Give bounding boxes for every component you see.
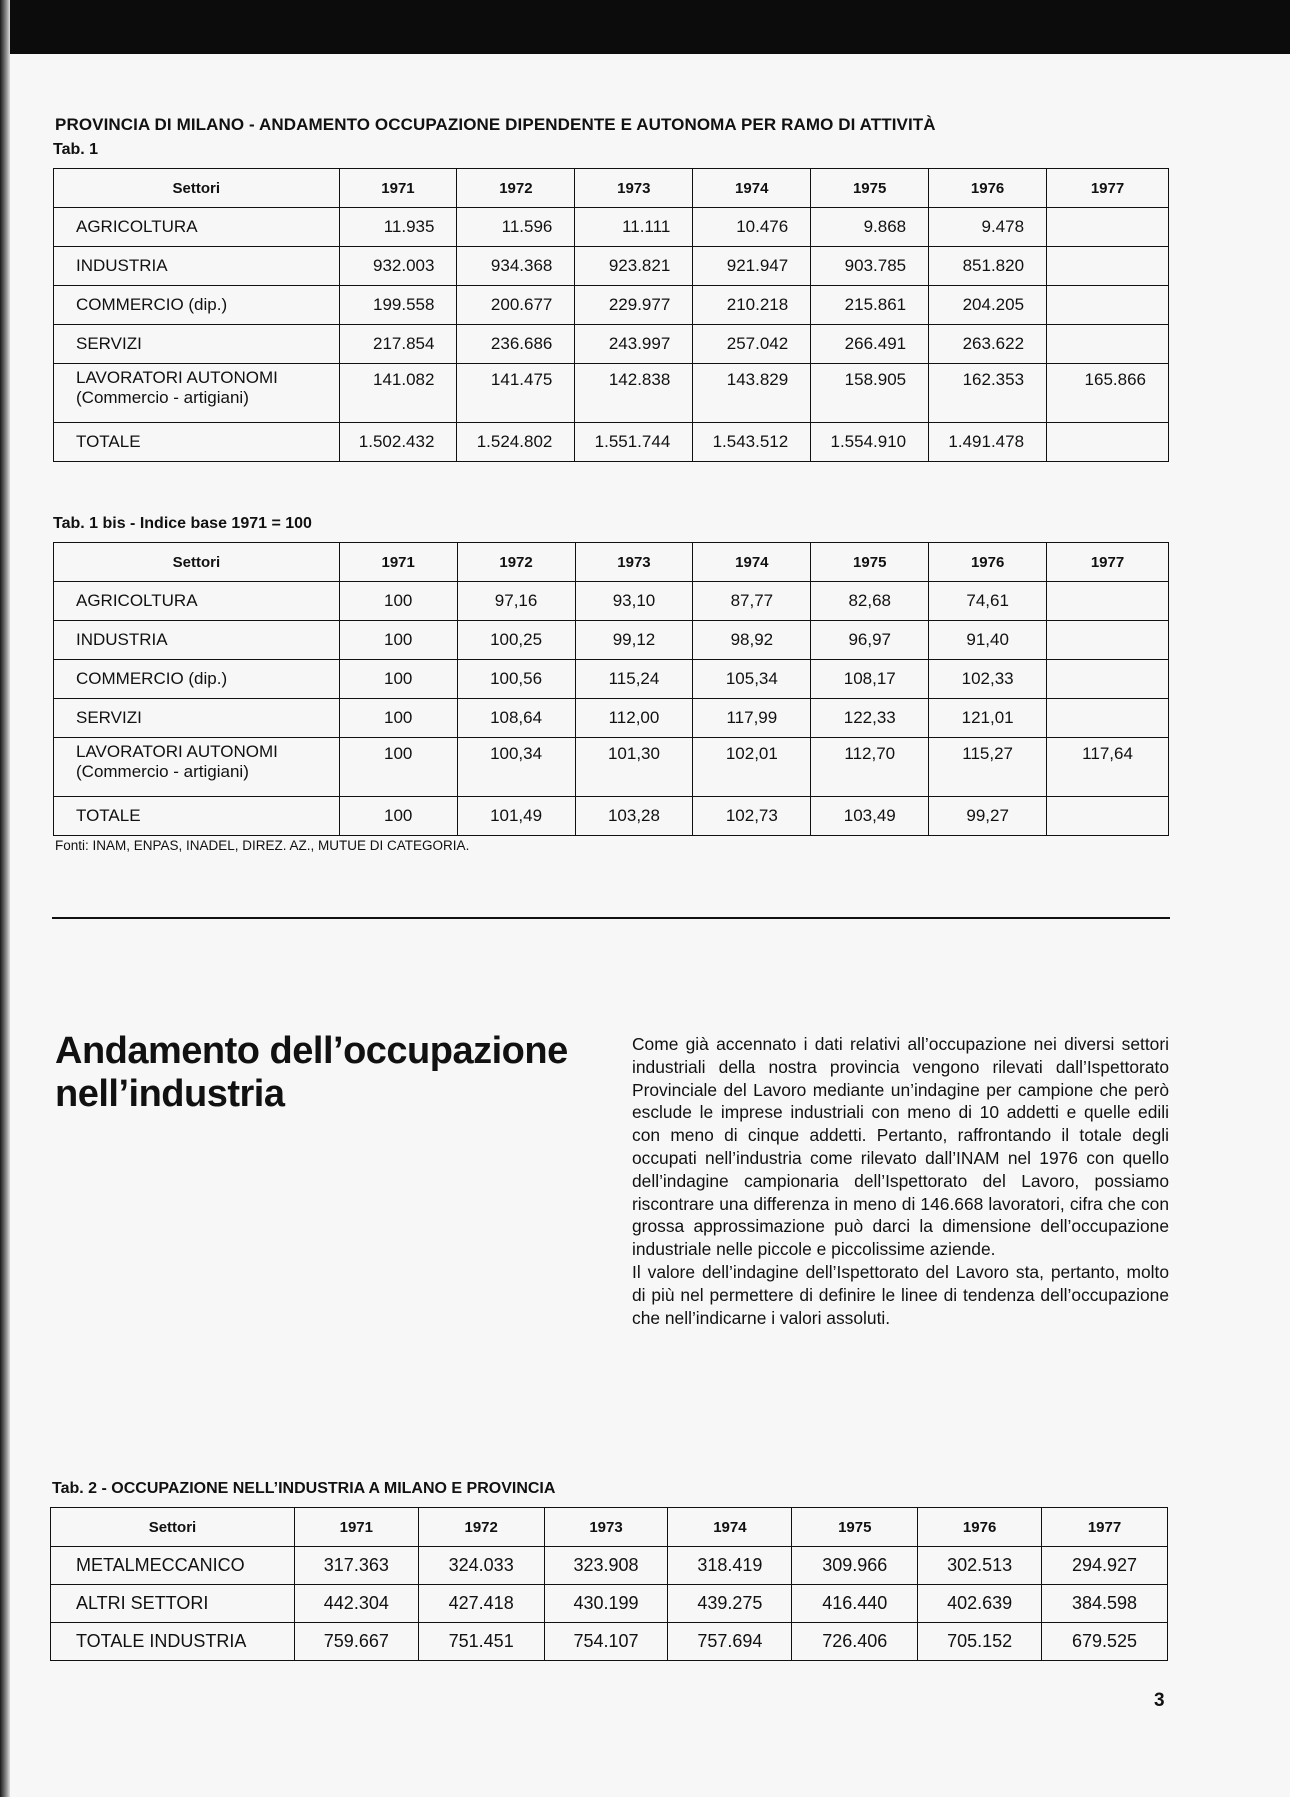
table-cell: 9.478 (929, 208, 1047, 247)
tab1-table (53, 168, 1169, 462)
document-title: PROVINCIA DI MILANO - ANDAMENTO OCCUPAZIONE DIPENDENTE E AUTONOMA PER RAMO DI ATTIVITÀ (55, 115, 936, 134)
table-row (54, 621, 1169, 660)
table-row-total (54, 423, 1169, 462)
table-cell: 11.111 (575, 208, 693, 247)
table-cell: 442.304 (294, 1585, 418, 1623)
table-row-total (51, 1623, 1168, 1661)
table-cell: 257.042 (693, 325, 811, 364)
row-label: TOTALE (54, 797, 340, 836)
table-row (51, 1585, 1168, 1623)
table-cell: 243.997 (575, 325, 693, 364)
column-header: 1975 (792, 1508, 918, 1547)
table-cell (1047, 621, 1169, 660)
table-cell: 115,24 (575, 660, 693, 699)
column-header: 1976 (918, 1508, 1042, 1547)
table-cell: 317.363 (294, 1547, 418, 1585)
table-cell: 121,01 (929, 699, 1047, 738)
table-cell: 103,49 (811, 797, 929, 836)
table-cell: 9.868 (811, 208, 929, 247)
row-label-line1: LAVORATORI AUTONOMI (76, 368, 278, 387)
article-body (632, 1033, 1169, 1329)
table-cell: 309.966 (792, 1547, 918, 1585)
table-row-total (54, 797, 1169, 836)
table-cell (1047, 660, 1169, 699)
table-cell (1047, 208, 1169, 247)
column-header: 1973 (575, 543, 693, 582)
table-cell: 115,27 (929, 738, 1047, 797)
table-cell: 117,64 (1047, 738, 1169, 797)
tab2-table (50, 1507, 1168, 1661)
table-cell (1047, 247, 1169, 286)
table-cell: 102,01 (693, 738, 811, 797)
table-cell: 158.905 (811, 364, 929, 423)
table-cell: 82,68 (811, 582, 929, 621)
table-cell (1047, 582, 1169, 621)
table-row (54, 699, 1169, 738)
table-cell: 430.199 (544, 1585, 668, 1623)
table-cell: 105,34 (693, 660, 811, 699)
article-heading (55, 1030, 568, 1116)
table-cell: 108,17 (811, 660, 929, 699)
table-cell: 903.785 (811, 247, 929, 286)
row-label: SERVIZI (54, 325, 340, 364)
table-cell: 923.821 (575, 247, 693, 286)
table-cell: 1.524.802 (457, 423, 575, 462)
table-cell: 726.406 (792, 1623, 918, 1661)
table-cell: 439.275 (668, 1585, 792, 1623)
table-cell: 165.866 (1047, 364, 1169, 423)
table-cell: 162.353 (929, 364, 1047, 423)
table-cell: 100,25 (457, 621, 575, 660)
table-cell: 103,28 (575, 797, 693, 836)
table-cell: 74,61 (929, 582, 1047, 621)
column-header: 1973 (575, 169, 693, 208)
table-row (54, 738, 1169, 797)
table-cell: 100 (339, 797, 457, 836)
column-header: 1975 (811, 543, 929, 582)
table-cell: 101,30 (575, 738, 693, 797)
table-cell: 1.543.512 (693, 423, 811, 462)
row-label-line2: (Commercio - artigiani) (76, 762, 249, 781)
column-header: 1971 (339, 169, 457, 208)
scan-left-edge (0, 0, 10, 1797)
table-cell: 199.558 (339, 286, 457, 325)
table-cell: 416.440 (792, 1585, 918, 1623)
row-label: METALMECCANICO (51, 1547, 295, 1585)
column-header: 1977 (1047, 169, 1169, 208)
table-row (54, 247, 1169, 286)
table-cell: 1.491.478 (929, 423, 1047, 462)
column-header: 1971 (294, 1508, 418, 1547)
row-label: TOTALE (54, 423, 340, 462)
column-header: 1977 (1047, 543, 1169, 582)
column-header: 1973 (544, 1508, 668, 1547)
column-header: 1976 (929, 169, 1047, 208)
table-cell: 705.152 (918, 1623, 1042, 1661)
row-label: AGRICOLTURA (54, 208, 340, 247)
column-header: Settori (54, 543, 340, 582)
tab1bis-table (53, 542, 1169, 836)
table-cell: 754.107 (544, 1623, 668, 1661)
table-cell: 141.082 (339, 364, 457, 423)
table-cell: 759.667 (294, 1623, 418, 1661)
table-row (54, 286, 1169, 325)
row-label (54, 738, 340, 797)
table-cell: 141.475 (457, 364, 575, 423)
row-label: ALTRI SETTORI (51, 1585, 295, 1623)
row-label: COMMERCIO (dip.) (54, 660, 340, 699)
table-cell: 427.418 (418, 1585, 544, 1623)
table-row (54, 660, 1169, 699)
table-cell: 142.838 (575, 364, 693, 423)
row-label: AGRICOLTURA (54, 582, 340, 621)
table-cell: 102,33 (929, 660, 1047, 699)
table-cell: 757.694 (668, 1623, 792, 1661)
table-cell: 117,99 (693, 699, 811, 738)
table-cell: 100 (339, 660, 457, 699)
table-cell (1047, 423, 1169, 462)
table-cell: 1.554.910 (811, 423, 929, 462)
table-cell: 93,10 (575, 582, 693, 621)
tab1-label: Tab. 1 (53, 141, 99, 158)
table-cell: 100 (339, 738, 457, 797)
table-cell: 323.908 (544, 1547, 668, 1585)
table-cell: 96,97 (811, 621, 929, 660)
source-note: Fonti: INAM, ENPAS, INADEL, DIREZ. AZ., MUTUE DI CATEGORIA. (55, 838, 470, 853)
table-cell: 402.639 (918, 1585, 1042, 1623)
table-cell: 302.513 (918, 1547, 1042, 1585)
table-cell: 87,77 (693, 582, 811, 621)
row-label-line2: (Commercio - artigiani) (76, 388, 249, 407)
column-header: 1974 (693, 543, 811, 582)
article-heading-line2: nell’industria (55, 1073, 285, 1115)
column-header: 1975 (811, 169, 929, 208)
table-cell: 679.525 (1042, 1623, 1168, 1661)
table-cell: 294.927 (1042, 1547, 1168, 1585)
column-header: 1972 (457, 169, 575, 208)
table-cell: 97,16 (457, 582, 575, 621)
row-label (54, 364, 340, 423)
table-header-row (51, 1508, 1168, 1547)
table-cell: 217.854 (339, 325, 457, 364)
table-row (54, 364, 1169, 423)
table-cell: 112,00 (575, 699, 693, 738)
table-cell: 100,34 (457, 738, 575, 797)
table-cell: 324.033 (418, 1547, 544, 1585)
table-cell: 921.947 (693, 247, 811, 286)
table-cell: 91,40 (929, 621, 1047, 660)
row-label: COMMERCIO (dip.) (54, 286, 340, 325)
table-cell: 100 (339, 699, 457, 738)
table-cell: 384.598 (1042, 1585, 1168, 1623)
table-cell: 100 (339, 621, 457, 660)
table-cell: 100,56 (457, 660, 575, 699)
column-header: 1972 (457, 543, 575, 582)
row-label: TOTALE INDUSTRIA (51, 1623, 295, 1661)
table-cell: 229.977 (575, 286, 693, 325)
table-cell: 751.451 (418, 1623, 544, 1661)
table-cell: 215.861 (811, 286, 929, 325)
table-cell (1047, 286, 1169, 325)
table-cell: 236.686 (457, 325, 575, 364)
row-label-line1: LAVORATORI AUTONOMI (76, 742, 278, 761)
table-cell: 851.820 (929, 247, 1047, 286)
table-cell: 11.596 (457, 208, 575, 247)
table-cell: 100 (339, 582, 457, 621)
table-cell: 10.476 (693, 208, 811, 247)
tab1bis-label: Tab. 1 bis - Indice base 1971 = 100 (53, 515, 312, 532)
column-header: 1972 (418, 1508, 544, 1547)
table-row (54, 325, 1169, 364)
table-cell: 98,92 (693, 621, 811, 660)
column-header: Settori (54, 169, 340, 208)
table-cell: 112,70 (811, 738, 929, 797)
table-cell: 1.551.744 (575, 423, 693, 462)
column-header: 1974 (668, 1508, 792, 1547)
table-cell: 263.622 (929, 325, 1047, 364)
table-cell: 102,73 (693, 797, 811, 836)
row-label: SERVIZI (54, 699, 340, 738)
table-cell: 1.502.432 (339, 423, 457, 462)
table-cell: 108,64 (457, 699, 575, 738)
table-cell: 204.205 (929, 286, 1047, 325)
column-header: 1971 (339, 543, 457, 582)
article-paragraph: Come già accennato i dati relativi all’occupazione nei diversi settori industriali della nostra provincia vengono rilevati dall’Ispettorato Provinciale del Lavoro mediante un’indagine per campione che però esclude le imprese industriali con meno di 10 addetti e quelle edili con meno di cinque addetti. Pertanto, raffrontando il totale degli occupati nell’industria come rilevato dall’INAM nel 1976 con quello dell’indagine campionaria dell’Ispettorato del Lavoro, possiamo riscontrare una differenza in meno di 146.668 lavoratori, cifra che con grossa approssimazione può darci la dimensione dell’occupazione industriale nelle piccole e piccolissime aziende. (632, 1034, 1169, 1260)
row-label: INDUSTRIA (54, 621, 340, 660)
table-header-row (54, 543, 1169, 582)
article-heading-line1: Andamento dell’occupazione (55, 1030, 568, 1072)
table-row (54, 582, 1169, 621)
table-cell (1047, 699, 1169, 738)
tab2-label: Tab. 2 - OCCUPAZIONE NELL’INDUSTRIA A MILANO E PROVINCIA (52, 1480, 556, 1497)
table-row (51, 1547, 1168, 1585)
column-header: 1976 (929, 543, 1047, 582)
page-number: 3 (1154, 1690, 1165, 1711)
table-cell: 266.491 (811, 325, 929, 364)
table-cell (1047, 325, 1169, 364)
table-cell: 932.003 (339, 247, 457, 286)
scan-top-band (0, 0, 1290, 54)
table-cell: 143.829 (693, 364, 811, 423)
table-cell: 122,33 (811, 699, 929, 738)
table-cell: 210.218 (693, 286, 811, 325)
table-row (54, 208, 1169, 247)
table-cell: 200.677 (457, 286, 575, 325)
section-divider (52, 917, 1170, 919)
table-cell: 934.368 (457, 247, 575, 286)
table-header-row (54, 169, 1169, 208)
column-header: 1974 (693, 169, 811, 208)
column-header: Settori (51, 1508, 295, 1547)
table-cell: 99,12 (575, 621, 693, 660)
table-cell (1047, 797, 1169, 836)
row-label: INDUSTRIA (54, 247, 340, 286)
column-header: 1977 (1042, 1508, 1168, 1547)
table-cell: 11.935 (339, 208, 457, 247)
article-paragraph: Il valore dell’indagine dell’Ispettorato del Lavoro sta, pertanto, molto di più nel permettere di definire le linee di tendenza dell’occupazione che nell’indicarne i valori assoluti. (632, 1261, 1169, 1328)
table-cell: 318.419 (668, 1547, 792, 1585)
table-cell: 99,27 (929, 797, 1047, 836)
table-cell: 101,49 (457, 797, 575, 836)
